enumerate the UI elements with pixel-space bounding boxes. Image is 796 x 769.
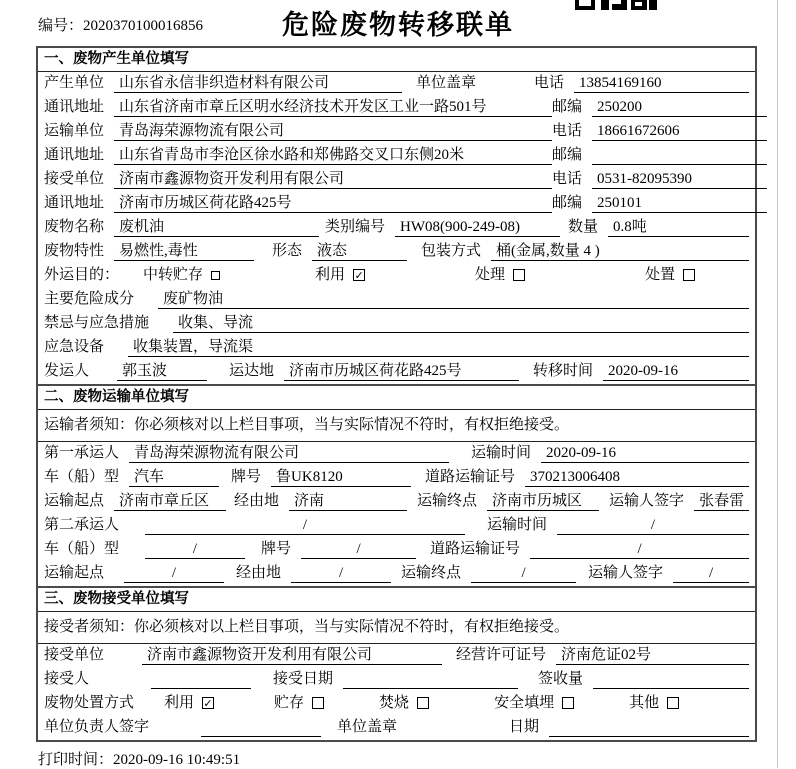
field-value[interactable] <box>343 669 518 689</box>
field-label: 包装方式 <box>421 243 482 259</box>
checkbox-icon[interactable] <box>312 697 324 709</box>
field-value[interactable]: 收集装置，导流渠 <box>128 337 749 357</box>
field-value[interactable]: 济南市历城区荷花路425号 <box>284 361 519 381</box>
form-section-2 <box>38 384 755 586</box>
field-label: 数量 <box>568 219 599 235</box>
field-value[interactable]: 0.8吨 <box>608 217 749 237</box>
field-value[interactable] <box>593 669 749 689</box>
form-row <box>38 514 755 538</box>
field-label: 邮编 <box>552 99 583 115</box>
checkbox-icon[interactable] <box>513 269 525 281</box>
field-label: 运输时间 <box>487 517 548 533</box>
field-label: 运输人签字 <box>609 493 685 509</box>
field-label: 邮编 <box>552 195 583 211</box>
field-label: 邮编 <box>552 147 583 163</box>
field-value[interactable]: / <box>471 563 576 583</box>
field-value[interactable]: HW08(900-249-08) <box>395 217 560 237</box>
field-label: 通讯地址 <box>44 99 105 115</box>
field-value[interactable]: 郭玉波 <box>117 361 207 381</box>
field-value[interactable]: / <box>145 539 245 559</box>
form-row <box>38 144 755 168</box>
field-label: 产生单位 <box>44 75 105 91</box>
checkbox-item <box>494 693 574 713</box>
field-value[interactable]: 13854169160 <box>574 73 749 93</box>
field-value[interactable]: / <box>557 515 749 535</box>
checkbox-checked-icon[interactable]: ✓ <box>203 697 213 710</box>
checkbox-item <box>274 693 324 713</box>
page-title: 危险废物转移联单 <box>282 10 514 40</box>
checkbox-label: 处置 <box>645 267 676 283</box>
field-label: 牌号 <box>261 541 292 557</box>
form-row <box>38 360 755 384</box>
field-label: 发运人 <box>44 363 90 379</box>
field-label: 牌号 <box>231 469 262 485</box>
field-value[interactable]: 济南市章丘区 <box>114 491 226 511</box>
field-label: 单位负责人签字 <box>44 719 150 735</box>
field-label: 转移时间 <box>533 363 594 379</box>
page-edge-line <box>777 0 778 768</box>
field-value[interactable]: 易燃性,毒性 <box>114 241 254 261</box>
field-value[interactable]: 桶(金属,数量 4 ) <box>491 241 749 261</box>
checkbox-label: 焚烧 <box>379 695 410 711</box>
field-value[interactable]: 2020-09-16 <box>603 361 749 381</box>
checkbox-label: 利用 <box>315 267 346 283</box>
form-section-1 <box>38 48 755 384</box>
field-value[interactable]: 2020-09-16 <box>541 443 749 463</box>
field-value[interactable]: 250200 <box>592 97 767 117</box>
field-label: 运输终点 <box>401 565 462 581</box>
field-label: 日期 <box>508 719 539 735</box>
section-title: 二、废物运输单位填写 <box>38 386 755 410</box>
checkbox-label: 安全填埋 <box>494 695 555 711</box>
checkbox-icon[interactable] <box>562 697 574 709</box>
field-value[interactable]: / <box>145 515 465 535</box>
checkbox-item <box>379 693 429 713</box>
form-row <box>38 120 755 144</box>
field-label: 应急设备 <box>44 339 105 355</box>
field-label: 废物名称 <box>44 219 105 235</box>
field-value[interactable]: 青岛海荣源物流有限公司 <box>114 121 552 141</box>
field-label: 废物处置方式 <box>44 695 135 711</box>
field-label: 第二承运人 <box>44 517 120 533</box>
field-label: 接受日期 <box>273 671 334 687</box>
field-label: 电话 <box>552 123 583 139</box>
field-value[interactable]: 汽车 <box>129 467 219 487</box>
field-value[interactable]: 废矿物油 <box>158 289 749 309</box>
form-row <box>38 716 755 740</box>
field-value[interactable]: 18661672606 <box>592 121 767 141</box>
field-label: 运达地 <box>229 363 275 379</box>
form-row <box>38 192 755 216</box>
field-label: 运输人签字 <box>588 565 664 581</box>
form-row <box>38 312 755 336</box>
notice-text: 接受者须知：你必须核对以上栏目事项，当与实际情况不符时，有权拒绝接受。 <box>38 612 755 644</box>
field-value[interactable]: 张春雷 <box>694 491 749 511</box>
form-row <box>38 336 755 360</box>
form-row <box>38 264 755 288</box>
field-value[interactable]: 济南 <box>289 491 407 511</box>
field-value[interactable]: / <box>124 563 224 583</box>
manifest-table <box>36 46 757 742</box>
field-label: 运输时间 <box>471 445 532 461</box>
field-value[interactable]: 山东省永信非织造材料有限公司 <box>114 73 402 93</box>
field-label: 经由地 <box>236 565 282 581</box>
notice-text: 运输者须知：你必须核对以上栏目事项，当与实际情况不符时，有权拒绝接受。 <box>38 410 755 442</box>
field-label: 电话 <box>533 75 564 91</box>
field-label: 电话 <box>552 171 583 187</box>
form-row <box>38 668 755 692</box>
field-value[interactable]: / <box>530 539 749 559</box>
field-label: 车（船）型 <box>44 541 120 557</box>
checkbox-label: 处理 <box>475 267 506 283</box>
field-label: 主要危险成分 <box>44 291 135 307</box>
static-text: 单位盖章 <box>337 719 398 735</box>
field-value[interactable]: 济南市历城区 <box>487 491 599 511</box>
checkbox-icon[interactable] <box>417 697 429 709</box>
field-label: 第一承运人 <box>44 445 120 461</box>
field-label: 运输起点 <box>44 565 105 581</box>
field-value[interactable] <box>549 717 749 737</box>
field-value[interactable]: 废机油 <box>114 217 319 237</box>
field-label: 运输单位 <box>44 123 105 139</box>
section-title: 三、废物接受单位填写 <box>38 588 755 612</box>
print-time-label: 打印时间： <box>38 752 114 768</box>
field-label: 形态 <box>272 243 303 259</box>
checkbox-item <box>315 265 365 285</box>
form-row <box>38 288 755 312</box>
field-label: 通讯地址 <box>44 147 105 163</box>
field-label: 接受人 <box>44 671 90 687</box>
section-title: 一、废物产生单位填写 <box>38 48 755 72</box>
static-text: 单位盖章 <box>416 75 477 91</box>
form-row <box>38 168 755 192</box>
checkbox-label: 其他 <box>629 695 660 711</box>
field-value[interactable]: 济南市鑫源物资开发利用有限公司 <box>142 645 442 665</box>
field-label: 外运目的： <box>44 267 120 283</box>
field-value[interactable]: 250101 <box>592 193 767 213</box>
field-label: 禁忌与应急措施 <box>44 315 150 331</box>
field-label: 运输起点 <box>44 493 105 509</box>
field-value[interactable] <box>151 669 251 689</box>
field-label: 签收量 <box>538 671 584 687</box>
doc-number-value: 2020370100016856 <box>83 18 204 34</box>
field-label: 接受单位 <box>44 647 105 663</box>
checkbox-item <box>475 265 525 285</box>
checkbox-label: 贮存 <box>274 695 305 711</box>
field-label: 类别编号 <box>325 219 386 235</box>
form-row <box>38 490 755 514</box>
form-row <box>38 96 755 120</box>
form-row <box>38 644 755 668</box>
form-row <box>38 466 755 490</box>
field-label: 车（船）型 <box>44 469 120 485</box>
checkbox-item <box>629 693 679 713</box>
field-value[interactable]: 济南市鑫源物资开发利用有限公司 <box>114 169 552 189</box>
field-value[interactable]: / <box>673 563 749 583</box>
checkbox-icon[interactable] <box>683 269 695 281</box>
print-time <box>38 748 240 769</box>
form-row <box>38 442 755 466</box>
checkbox-icon[interactable] <box>667 697 679 709</box>
field-value[interactable]: 山东省青岛市李沧区徐水路和郑佛路交叉口东侧20米 <box>114 145 552 165</box>
form-row <box>38 240 755 264</box>
field-label: 经由地 <box>234 493 280 509</box>
field-value[interactable]: 370213006408 <box>525 467 749 487</box>
field-label: 道路运输证号 <box>425 469 516 485</box>
field-label: 运输终点 <box>417 493 478 509</box>
checkbox-label: 利用 <box>164 695 195 711</box>
form-row <box>38 216 755 240</box>
field-value[interactable]: 0531-82095390 <box>592 169 767 189</box>
field-label: 道路运输证号 <box>430 541 521 557</box>
checkbox-icon[interactable] <box>211 271 220 280</box>
field-value[interactable]: 济南危证02号 <box>556 645 749 665</box>
field-value[interactable] <box>592 145 767 165</box>
form-section-3 <box>38 586 755 740</box>
doc-number-label: 编号： <box>38 18 84 34</box>
field-value[interactable]: / <box>291 563 391 583</box>
checkbox-item <box>164 693 214 713</box>
form-row <box>38 538 755 562</box>
field-value[interactable]: 济南市历城区荷花路425号 <box>114 193 552 213</box>
form-row <box>38 692 755 716</box>
field-value[interactable]: 青岛海荣源物流有限公司 <box>129 443 449 463</box>
field-label: 通讯地址 <box>44 195 105 211</box>
form-row <box>38 72 755 96</box>
field-value[interactable]: 山东省济南市章丘区明水经济技术开发区工业一路501号 <box>114 97 552 117</box>
field-value[interactable]: 鲁UK8120 <box>271 467 411 487</box>
print-time-value: 2020-09-16 10:49:51 <box>113 752 241 768</box>
field-label: 废物特性 <box>44 243 105 259</box>
field-label: 经营许可证号 <box>456 647 547 663</box>
form-row <box>38 562 755 586</box>
field-value[interactable]: / <box>301 539 416 559</box>
checkbox-item <box>645 265 695 285</box>
field-label: 接受单位 <box>44 171 105 187</box>
checkbox-item <box>143 265 220 285</box>
checkbox-label: 中转贮存 <box>143 267 204 283</box>
checkbox-checked-icon[interactable]: ✓ <box>354 269 364 282</box>
field-value[interactable] <box>201 717 321 737</box>
field-value[interactable]: 收集、导流 <box>173 313 749 333</box>
field-value[interactable]: 液态 <box>312 241 407 261</box>
